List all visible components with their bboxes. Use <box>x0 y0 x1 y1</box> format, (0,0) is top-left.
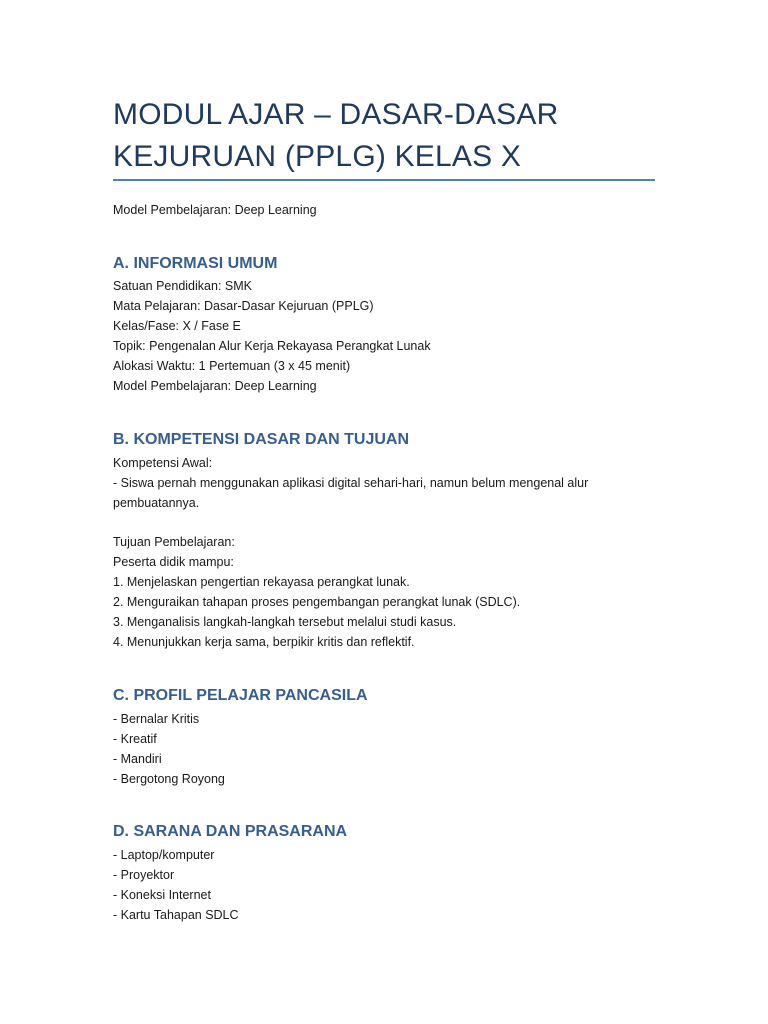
tujuan-item-2: 2. Menguraikan tahapan proses pengembangan perangkat lunak (SDLC). <box>113 595 521 609</box>
model-intro-text: Model Pembelajaran: Deep Learning <box>113 203 317 217</box>
section-a-heading: A. INFORMASI UMUM <box>113 255 278 272</box>
sarana-item-1: - Laptop/komputer <box>113 848 215 862</box>
title-line-1: MODUL AJAR – DASAR-DASAR <box>113 98 559 131</box>
info-mata-pelajaran: Mata Pelajaran: Dasar-Dasar Kejuruan (PPLG) <box>113 299 374 313</box>
info-topik: Topik: Pengenalan Alur Kerja Rekayasa Perangkat Lunak <box>113 339 431 353</box>
kompetensi-awal-label: Kompetensi Awal: <box>113 456 213 470</box>
profil-item-4: - Bergotong Royong <box>113 772 225 786</box>
title-underline <box>113 179 655 181</box>
title-line-2: KEJURUAN (PPLG) KELAS X <box>113 140 522 173</box>
info-satuan-pendidikan: Satuan Pendidikan: SMK <box>113 279 252 293</box>
sarana-item-4: - Kartu Tahapan SDLC <box>113 908 239 922</box>
section-b-heading: B. KOMPETENSI DASAR DAN TUJUAN <box>113 431 410 448</box>
profil-item-1: - Bernalar Kritis <box>113 712 200 726</box>
peserta-label: Peserta didik mampu: <box>113 555 234 569</box>
tujuan-item-4: 4. Menunjukkan kerja sama, berpikir kritis dan reflektif. <box>113 635 415 649</box>
info-model-pembelajaran: Model Pembelajaran: Deep Learning <box>113 379 317 393</box>
tujuan-label: Tujuan Pembelajaran: <box>113 535 235 549</box>
section-c-heading: C. PROFIL PELAJAR PANCASILA <box>113 687 368 704</box>
profil-item-3: - Mandiri <box>113 752 162 766</box>
kompetensi-awal-line-2: pembuatannya. <box>113 496 200 510</box>
profil-item-2: - Kreatif <box>113 732 157 746</box>
tujuan-item-3: 3. Menganalisis langkah-langkah tersebut melalui studi kasus. <box>113 615 457 629</box>
kompetensi-awal-line-1: - Siswa pernah menggunakan aplikasi digital sehari-hari, namun belum mengenal alur <box>113 476 589 490</box>
sarana-item-3: - Koneksi Internet <box>113 888 211 902</box>
info-alokasi-waktu: Alokasi Waktu: 1 Pertemuan (3 x 45 menit) <box>113 359 351 373</box>
section-d-heading: D. SARANA DAN PRASARANA <box>113 823 348 840</box>
document-title <box>113 94 673 178</box>
sarana-item-2: - Proyektor <box>113 868 175 882</box>
info-kelas-fase: Kelas/Fase: X / Fase E <box>113 319 241 333</box>
tujuan-item-1: 1. Menjelaskan pengertian rekayasa perangkat lunak. <box>113 575 410 589</box>
